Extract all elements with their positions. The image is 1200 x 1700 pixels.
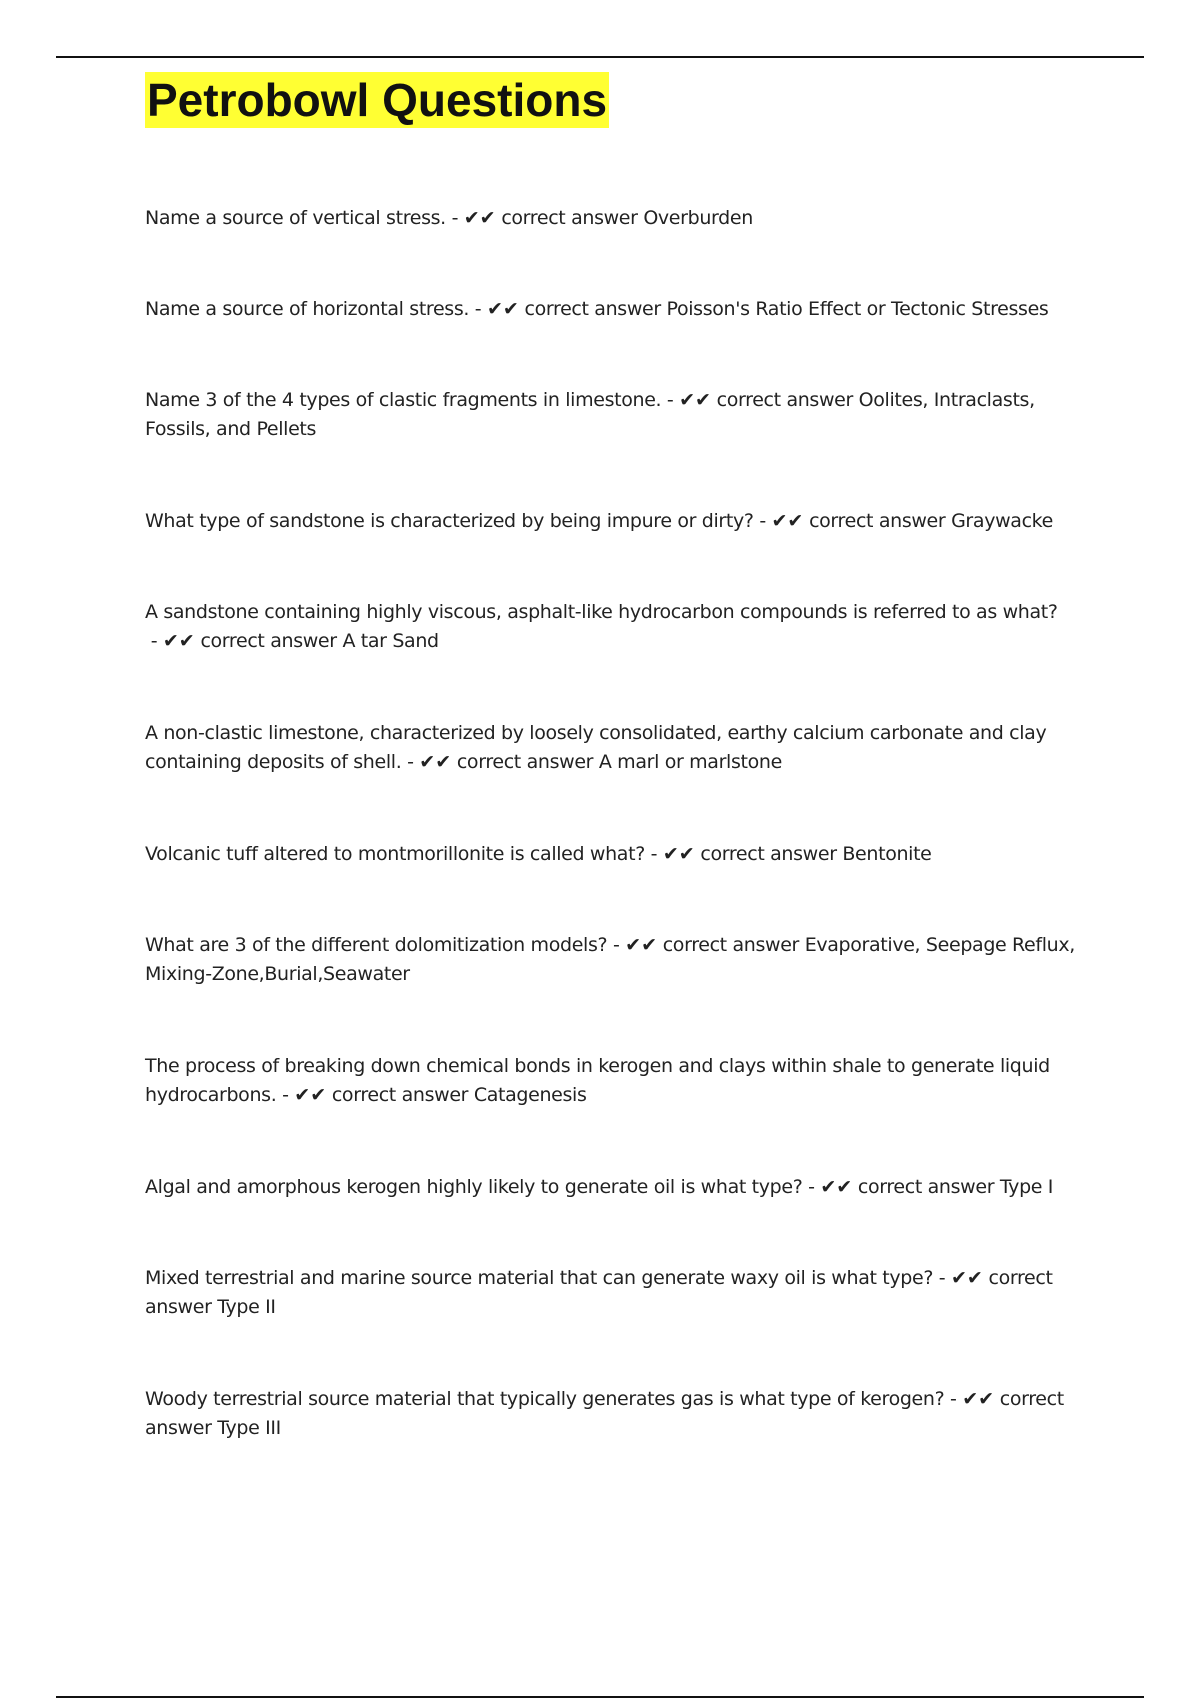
question-text: Algal and amorphous kerogen highly likely to generate oil is what type? — [145, 1176, 803, 1198]
question-text: Mixed terrestrial and marine source material that can generate waxy oil is what type? — [145, 1267, 934, 1289]
checkmark-icon: ✔✔ — [419, 751, 452, 773]
checkmark-icon: ✔✔ — [771, 510, 804, 532]
question-text: Name a source of vertical stress. — [145, 207, 446, 229]
question-text: What are 3 of the different dolomitization models? — [145, 934, 608, 956]
checkmark-icon: ✔✔ — [463, 207, 496, 229]
answer-prefix: correct answer — [857, 1176, 995, 1198]
separator: - — [644, 843, 663, 865]
checkmark-icon: ✔✔ — [294, 1084, 327, 1106]
answer-text: Type II — [217, 1296, 276, 1318]
separator: - — [661, 389, 680, 411]
qa-item — [145, 598, 1095, 656]
answer-prefix: correct answer — [662, 934, 799, 956]
question-text: What type of sandstone is characterized by being impure or dirty? — [145, 510, 754, 532]
page-title: Petrobowl Questions — [147, 74, 608, 126]
separator: - — [944, 1388, 963, 1410]
qa-item — [145, 1385, 1095, 1443]
checkmark-icon: ✔✔ — [679, 389, 711, 411]
qa-item — [145, 1264, 1095, 1322]
document-body — [145, 72, 1095, 1439]
answer-prefix: correct answer — [145, 1388, 1064, 1439]
answer-prefix: correct answer — [501, 207, 638, 229]
answer-text: Evaporative, Seepage Reflux, Mixing-Zone,Burial,Seawater — [145, 934, 1075, 985]
qa-item — [145, 840, 1095, 869]
answer-text: Type I — [999, 1176, 1054, 1198]
separator: - — [445, 207, 464, 229]
bottom-rule — [56, 1696, 1144, 1698]
checkmark-icon: ✔✔ — [486, 298, 519, 320]
separator: - — [802, 1176, 821, 1198]
answer-prefix: correct answer — [524, 298, 661, 320]
question-text: Name a source of horizontal stress. — [145, 298, 470, 320]
answer-text: Bentonite — [842, 843, 932, 865]
separator: - — [469, 298, 487, 320]
checkmark-icon: ✔✔ — [950, 1267, 983, 1289]
answer-prefix: correct answer — [145, 1267, 1053, 1318]
checkmark-icon: ✔✔ — [162, 630, 195, 652]
answer-text: Poisson's Ratio Effect or Tectonic Stresses — [666, 298, 1049, 320]
qa-item — [145, 719, 1095, 777]
separator: - — [145, 630, 163, 652]
separator: - — [933, 1267, 951, 1289]
qa-item — [145, 1173, 1095, 1202]
question-text: Name 3 of the 4 types of clastic fragments in limestone. — [145, 389, 662, 411]
checkmark-icon: ✔✔ — [625, 934, 657, 956]
question-text: Woody terrestrial source material that typically generates gas is what type of kerogen? — [145, 1388, 945, 1410]
answer-text: Type III — [217, 1417, 281, 1439]
separator: - — [401, 751, 420, 773]
top-rule — [56, 56, 1144, 58]
answer-text: Oolites, Intraclasts, Fossils, and Pellets — [145, 389, 1035, 440]
qa-item — [145, 931, 1095, 989]
question-text: The process of breaking down chemical bonds in kerogen and clays within shale to generate liquid hydrocarbons. — [145, 1055, 1050, 1106]
answer-text: A marl or marlstone — [598, 751, 782, 773]
answer-prefix: correct answer — [456, 751, 594, 773]
separator: - — [753, 510, 772, 532]
answer-text: A tar Sand — [342, 630, 439, 652]
answer-text: Graywacke — [951, 510, 1053, 532]
answer-prefix: correct answer — [331, 1084, 469, 1106]
qa-item — [145, 204, 1095, 233]
question-text: Volcanic tuff altered to montmorillonite is called what? — [145, 843, 645, 865]
question-text: A sandstone containing highly viscous, asphalt-like hydrocarbon compounds is referred to as what? — [145, 601, 1058, 623]
qa-item — [145, 507, 1095, 536]
answer-prefix: correct answer — [809, 510, 946, 532]
separator: - — [276, 1084, 295, 1106]
answer-prefix: correct answer — [200, 630, 337, 652]
answer-prefix: correct answer — [700, 843, 837, 865]
answer-text: Overburden — [643, 207, 753, 229]
separator: - — [607, 934, 626, 956]
question-text: A non-clastic limestone, characterized by loosely consolidated, earthy calcium carbonate and clay containing deposits of shell. — [145, 722, 1047, 773]
checkmark-icon: ✔✔ — [820, 1176, 853, 1198]
qa-item — [145, 1052, 1095, 1110]
answer-prefix: correct answer — [716, 389, 853, 411]
checkmark-icon: ✔✔ — [662, 843, 695, 865]
answer-text: Catagenesis — [473, 1084, 587, 1106]
checkmark-icon: ✔✔ — [962, 1388, 995, 1410]
qa-item — [145, 295, 1095, 324]
qa-item — [145, 386, 1095, 444]
